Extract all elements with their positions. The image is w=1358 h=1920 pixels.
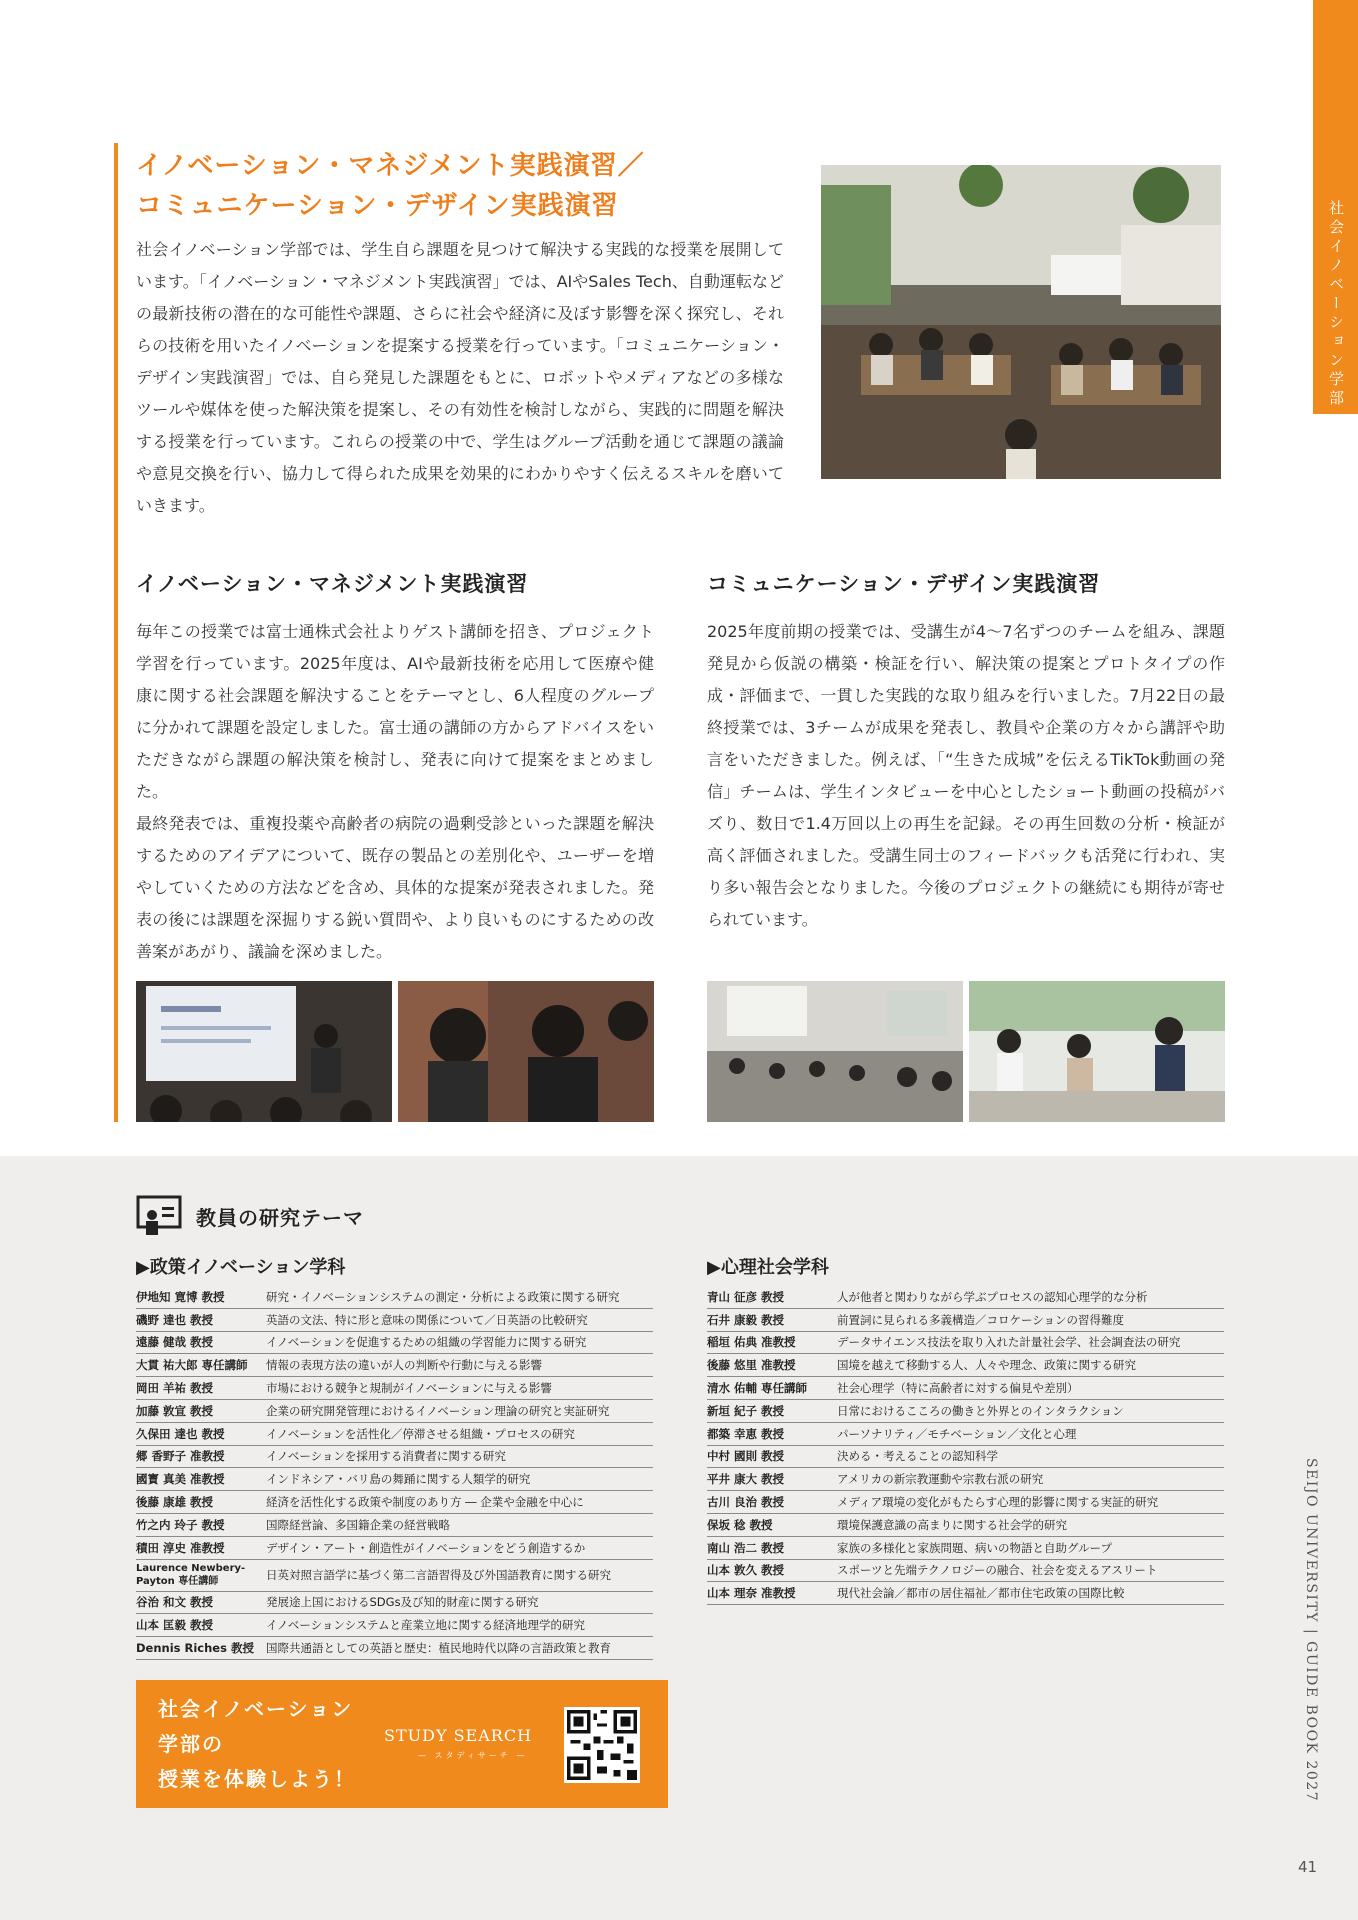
section-tab[interactable]: [1313, 0, 1358, 414]
faculty-topic: 社会心理学（特に高齢者に対する偏見や差別）: [837, 1381, 1079, 1396]
faculty-topic: 日英対照言語学に基づく第二言語習得及び外国語教育に関する研究: [266, 1568, 611, 1583]
innovation-paragraph-1: 毎年この授業では富士通株式会社よりゲスト講師を招き、プロジェクト学習を行っています。2025年度は、AIや最新技術を応用して医療や健康に関する社会課題を解決することをテーマとし、6人程度のグループに分かれて課題を設定しました。富士通の講師の方からアドバイスをいただきながら課題の解決策を検討し、発表に向けて提案をまとめました。: [136, 622, 654, 801]
cta-line-2: 学部の: [158, 1732, 224, 1756]
faculty-topic: 経済を活性化する政策や制度のあり方 ― 企業や金融を中心に: [266, 1495, 584, 1510]
faculty-row: [136, 1637, 653, 1660]
psych-faculty-table: [707, 1286, 1224, 1605]
faculty-topic: イノベーションを活性化／停滞させる組織・プロセスの研究: [266, 1426, 575, 1441]
faculty-name: 遠藤 健哉 教授: [136, 1335, 214, 1350]
faculty-row: [707, 1309, 1224, 1332]
faculty-row: [136, 1537, 653, 1560]
main-title: [136, 146, 645, 226]
discussion-photo: [398, 981, 654, 1122]
faculty-name: 石井 康毅 教授: [707, 1312, 785, 1327]
communication-paragraph-1: 2025年度前期の授業では、受講生が4〜7名ずつのチームを組み、課題発見から仮説の構築・検証を行い、解決策の提案とプロトタイプの作成・評価まで、一貫した実践的な取り組みを行いました。7月22日の最終授業では、3チームが成果を発表し、教員や企業の方々から講評や助言をいただきました。例えば、「“生きた成城”を伝えるTikTok動画の発信」チームは、学生インタビューを中心としたショート動画の投稿がバズり、数日で1.4万回以上の再生を記録。その再生回数の分析・検証が高く評価されました。受講生同士のフィードバックも活発に行われ、実り多い報告会となりました。今後のプロジェクトの継続にも期待が寄せられています。: [707, 622, 1225, 929]
faculty-topic: 英語の文法、特に形と意味の関係について／日英語の比較研究: [266, 1312, 588, 1327]
faculty-name: 古川 良治 教授: [707, 1495, 785, 1510]
faculty-topic: インドネシア・バリ島の舞踊に関する人類学的研究: [266, 1472, 531, 1487]
faculty-topic: 発展途上国におけるSDGs及び知的財産に関する研究: [266, 1595, 539, 1610]
faculty-row: [707, 1582, 1224, 1605]
faculty-topic: スポーツと先端テクノロジーの融合、社会を変えるアスリート: [837, 1563, 1158, 1578]
faculty-topic: アメリカの新宗教運動や宗教右派の研究: [837, 1472, 1044, 1487]
innovation-paragraph-2: 最終発表では、重複投薬や高齢者の病院の過剰受診といった課題を解決するためのアイデアについて、既存の製品との差別化や、ユーザーを増やしていくための方法などを含め、具体的な提案が発表されました。発表の後には課題を深掘りする鋭い質問や、より良いものにするための改善案があがり、議論を深めました。: [136, 814, 654, 961]
faculty-name: 國寳 真美 准教授: [136, 1472, 225, 1487]
faculty-row: [136, 1286, 653, 1309]
faculty-row: [136, 1468, 653, 1491]
faculty-topic: イノベーションを採用する消費者に関する研究: [266, 1449, 506, 1464]
faculty-name: 青山 征彦 教授: [707, 1289, 785, 1304]
faculty-name: 郷 香野子 准教授: [136, 1449, 225, 1464]
faculty-name: 中村 國則 教授: [707, 1449, 785, 1464]
faculty-row: [707, 1354, 1224, 1377]
faculty-topic: 情報の表現方法の違いが人の判断や行動に与える影響: [266, 1358, 542, 1373]
communication-body: [707, 616, 1225, 936]
faculty-name: 後藤 悠里 准教授: [707, 1358, 796, 1373]
faculty-row: [136, 1354, 653, 1377]
faculty-name: Laurence Newbery-Payton 専任講師: [136, 1563, 246, 1588]
faculty-topic: 国際経営論、多国籍企業の経営戦略: [266, 1517, 450, 1532]
faculty-row: [136, 1423, 653, 1446]
person-at-board-icon: [136, 1195, 182, 1237]
faculty-row: [136, 1332, 653, 1355]
study-search-banner[interactable]: [136, 1680, 668, 1808]
faculty-row: [707, 1400, 1224, 1423]
faculty-row: [707, 1286, 1224, 1309]
faculty-topic: データサイエンス技法を取り入れた計量社会学、社会調査法の研究: [837, 1335, 1181, 1350]
faculty-name: 岡田 羊祐 教授: [136, 1381, 214, 1396]
faculty-name: 平井 康大 教授: [707, 1472, 785, 1487]
faculty-row: [136, 1377, 653, 1400]
faculty-name: 山本 匡毅 教授: [136, 1618, 214, 1633]
faculty-topic: 市場における競争と規制がイノベーションに与える影響: [266, 1381, 552, 1396]
faculty-topic: 前置詞に見られる多義構造／コロケーションの習得難度: [837, 1312, 1125, 1327]
innovation-body: [136, 616, 654, 968]
study-search-logo: STUDY SEARCH: [384, 1726, 533, 1745]
dept-psych-heading: ▶心理社会学科: [707, 1257, 829, 1278]
accent-rule: [114, 143, 118, 1122]
faculty-name: 山本 敦久 教授: [707, 1563, 785, 1578]
faculty-topic: イノベーションシステムと産業立地に関する経済地理学的研究: [266, 1618, 585, 1633]
faculty-name: 清水 佑輔 専任講師: [707, 1381, 808, 1396]
faculty-row: [707, 1377, 1224, 1400]
faculty-topic: 家族の多様化と家族問題、病いの物語と自助グループ: [837, 1540, 1113, 1555]
presentation-photo: [136, 981, 392, 1122]
faculty-topic: 人が他者と関わりながら学ぶプロセスの認知心理学的な分析: [837, 1289, 1148, 1304]
guidebook-brand: SEIJO UNIVERSITY | GUIDE BOOK 2027: [1303, 1458, 1319, 1803]
faculty-row: [136, 1614, 653, 1637]
faculty-topic: パーソナリティ／モチベーション／文化と心理: [837, 1426, 1077, 1441]
faculty-name: 久保田 達也 教授: [136, 1426, 225, 1441]
faculty-topic: デザイン・アート・創造性がイノベーションをどう創造するか: [266, 1540, 586, 1555]
students-hands-photo: [969, 981, 1225, 1122]
faculty-row: [136, 1491, 653, 1514]
faculty-name: 山本 理奈 准教授: [707, 1586, 796, 1601]
faculty-name: 伊地知 寛博 教授: [136, 1289, 225, 1304]
faculty-topic: 国際共通語としての英語と歴史：植民地時代以降の言語政策と教育: [266, 1641, 611, 1656]
research-heading: 教員の研究テーマ: [196, 1205, 364, 1230]
faculty-topic: 決める・考えることの認知科学: [837, 1449, 998, 1464]
faculty-topic: 環境保護意識の高まりに関する社会学的研究: [837, 1517, 1067, 1532]
innovation-heading: イノベーション・マネジメント実践演習: [136, 572, 529, 596]
faculty-name: 都築 幸恵 教授: [707, 1426, 785, 1441]
classroom-photo: [821, 165, 1221, 479]
faculty-name: 保坂 稔 教授: [707, 1517, 773, 1532]
section-tab-label: 社会イノベーション学部: [1327, 200, 1345, 409]
faculty-name: 稲垣 佑典 准教授: [707, 1335, 796, 1350]
qr-code-icon[interactable]: [564, 1707, 640, 1783]
faculty-name: 新垣 紀子 教授: [707, 1403, 785, 1418]
faculty-topic: イノベーションを促進するための組織の学習能力に関する研究: [266, 1335, 587, 1350]
faculty-row: [707, 1423, 1224, 1446]
faculty-topic: 研究・イノベーションシステムの測定・分析による政策に関する研究: [266, 1289, 620, 1304]
faculty-topic: 現代社会論／都市の居住福祉／都市住宅政策の国際比較: [837, 1586, 1125, 1601]
study-search-logo-sub: — スタディサーチ —: [418, 1751, 528, 1760]
faculty-topic: メディア環境の変化がもたらす心理的影響に関する実証的研究: [837, 1495, 1159, 1510]
cta-line-1: 社会イノベーション: [158, 1697, 354, 1721]
faculty-row: [707, 1332, 1224, 1355]
communication-heading: コミュニケーション・デザイン実践演習: [707, 572, 1101, 596]
faculty-row: [707, 1560, 1224, 1583]
main-title-line2: コミュニケーション・デザイン実践演習: [136, 191, 619, 221]
faculty-row: [707, 1537, 1224, 1560]
faculty-row: [136, 1592, 653, 1615]
faculty-name: 竹之内 玲子 教授: [136, 1517, 225, 1532]
research-header: [136, 1195, 364, 1237]
faculty-row: [136, 1560, 653, 1592]
page-number: 41: [1298, 1858, 1318, 1876]
faculty-row: [136, 1400, 653, 1423]
faculty-topic: 企業の研究開発管理におけるイノベーション理論の研究と実証研究: [266, 1403, 610, 1418]
faculty-name: 磯野 達也 教授: [136, 1312, 214, 1327]
faculty-name: 積田 淳史 准教授: [136, 1540, 225, 1555]
faculty-name: 南山 浩二 教授: [707, 1540, 785, 1555]
faculty-name: 後藤 康雄 教授: [136, 1495, 214, 1510]
main-title-line1: イノベーション・マネジメント実践演習／: [136, 151, 645, 181]
faculty-row: [707, 1491, 1224, 1514]
faculty-name: Dennis Riches 教授: [136, 1641, 254, 1656]
faculty-row: [707, 1446, 1224, 1469]
faculty-row: [707, 1468, 1224, 1491]
faculty-topic: 日常におけるこころの働きと外界とのインタラクション: [837, 1403, 1124, 1418]
faculty-row: [707, 1514, 1224, 1537]
faculty-topic: 国境を越えて移動する人、人々や理念、政策に関する研究: [837, 1358, 1136, 1373]
intro-paragraph: 社会イノベーション学部では、学生自ら課題を見つけて解決する実践的な授業を展開しています。「イノベーション・マネジメント実践演習」では、AIやSales Tech、自動運転などの最新技術の潜在的な可能性や課題、さらに社会や経済に及ぼす影響を深く探究し、それらの技術を用いたイノベーションを提案する授業を行っています。「コミュニケーション・デザイン実践演習」では、自ら発見した課題をもとに、ロボットやメディアなどの多様なツールや媒体を使った解決策を提案し、その有効性を検討しながら、実践的に問題を解決する授業を行っています。これらの授業の中で、学生はグループ活動を通じて課題の議論や意見交換を行い、協力して得られた成果を効果的にわかりやすく伝えるスキルを磨いていきます。: [136, 240, 784, 515]
faculty-name: 谷治 和文 教授: [136, 1595, 214, 1610]
cta-text: [158, 1692, 388, 1797]
policy-faculty-table: [136, 1286, 653, 1660]
faculty-name: 加藤 敦宣 教授: [136, 1403, 214, 1418]
dept-policy-heading: ▶政策イノベーション学科: [136, 1257, 346, 1278]
faculty-row: [136, 1446, 653, 1469]
lecture-hall-photo: [707, 981, 963, 1122]
cta-line-3: 授業を体験しよう！: [158, 1767, 356, 1791]
faculty-name: 大貫 祐大郎 専任講師: [136, 1358, 248, 1373]
faculty-row: [136, 1514, 653, 1537]
faculty-row: [136, 1309, 653, 1332]
